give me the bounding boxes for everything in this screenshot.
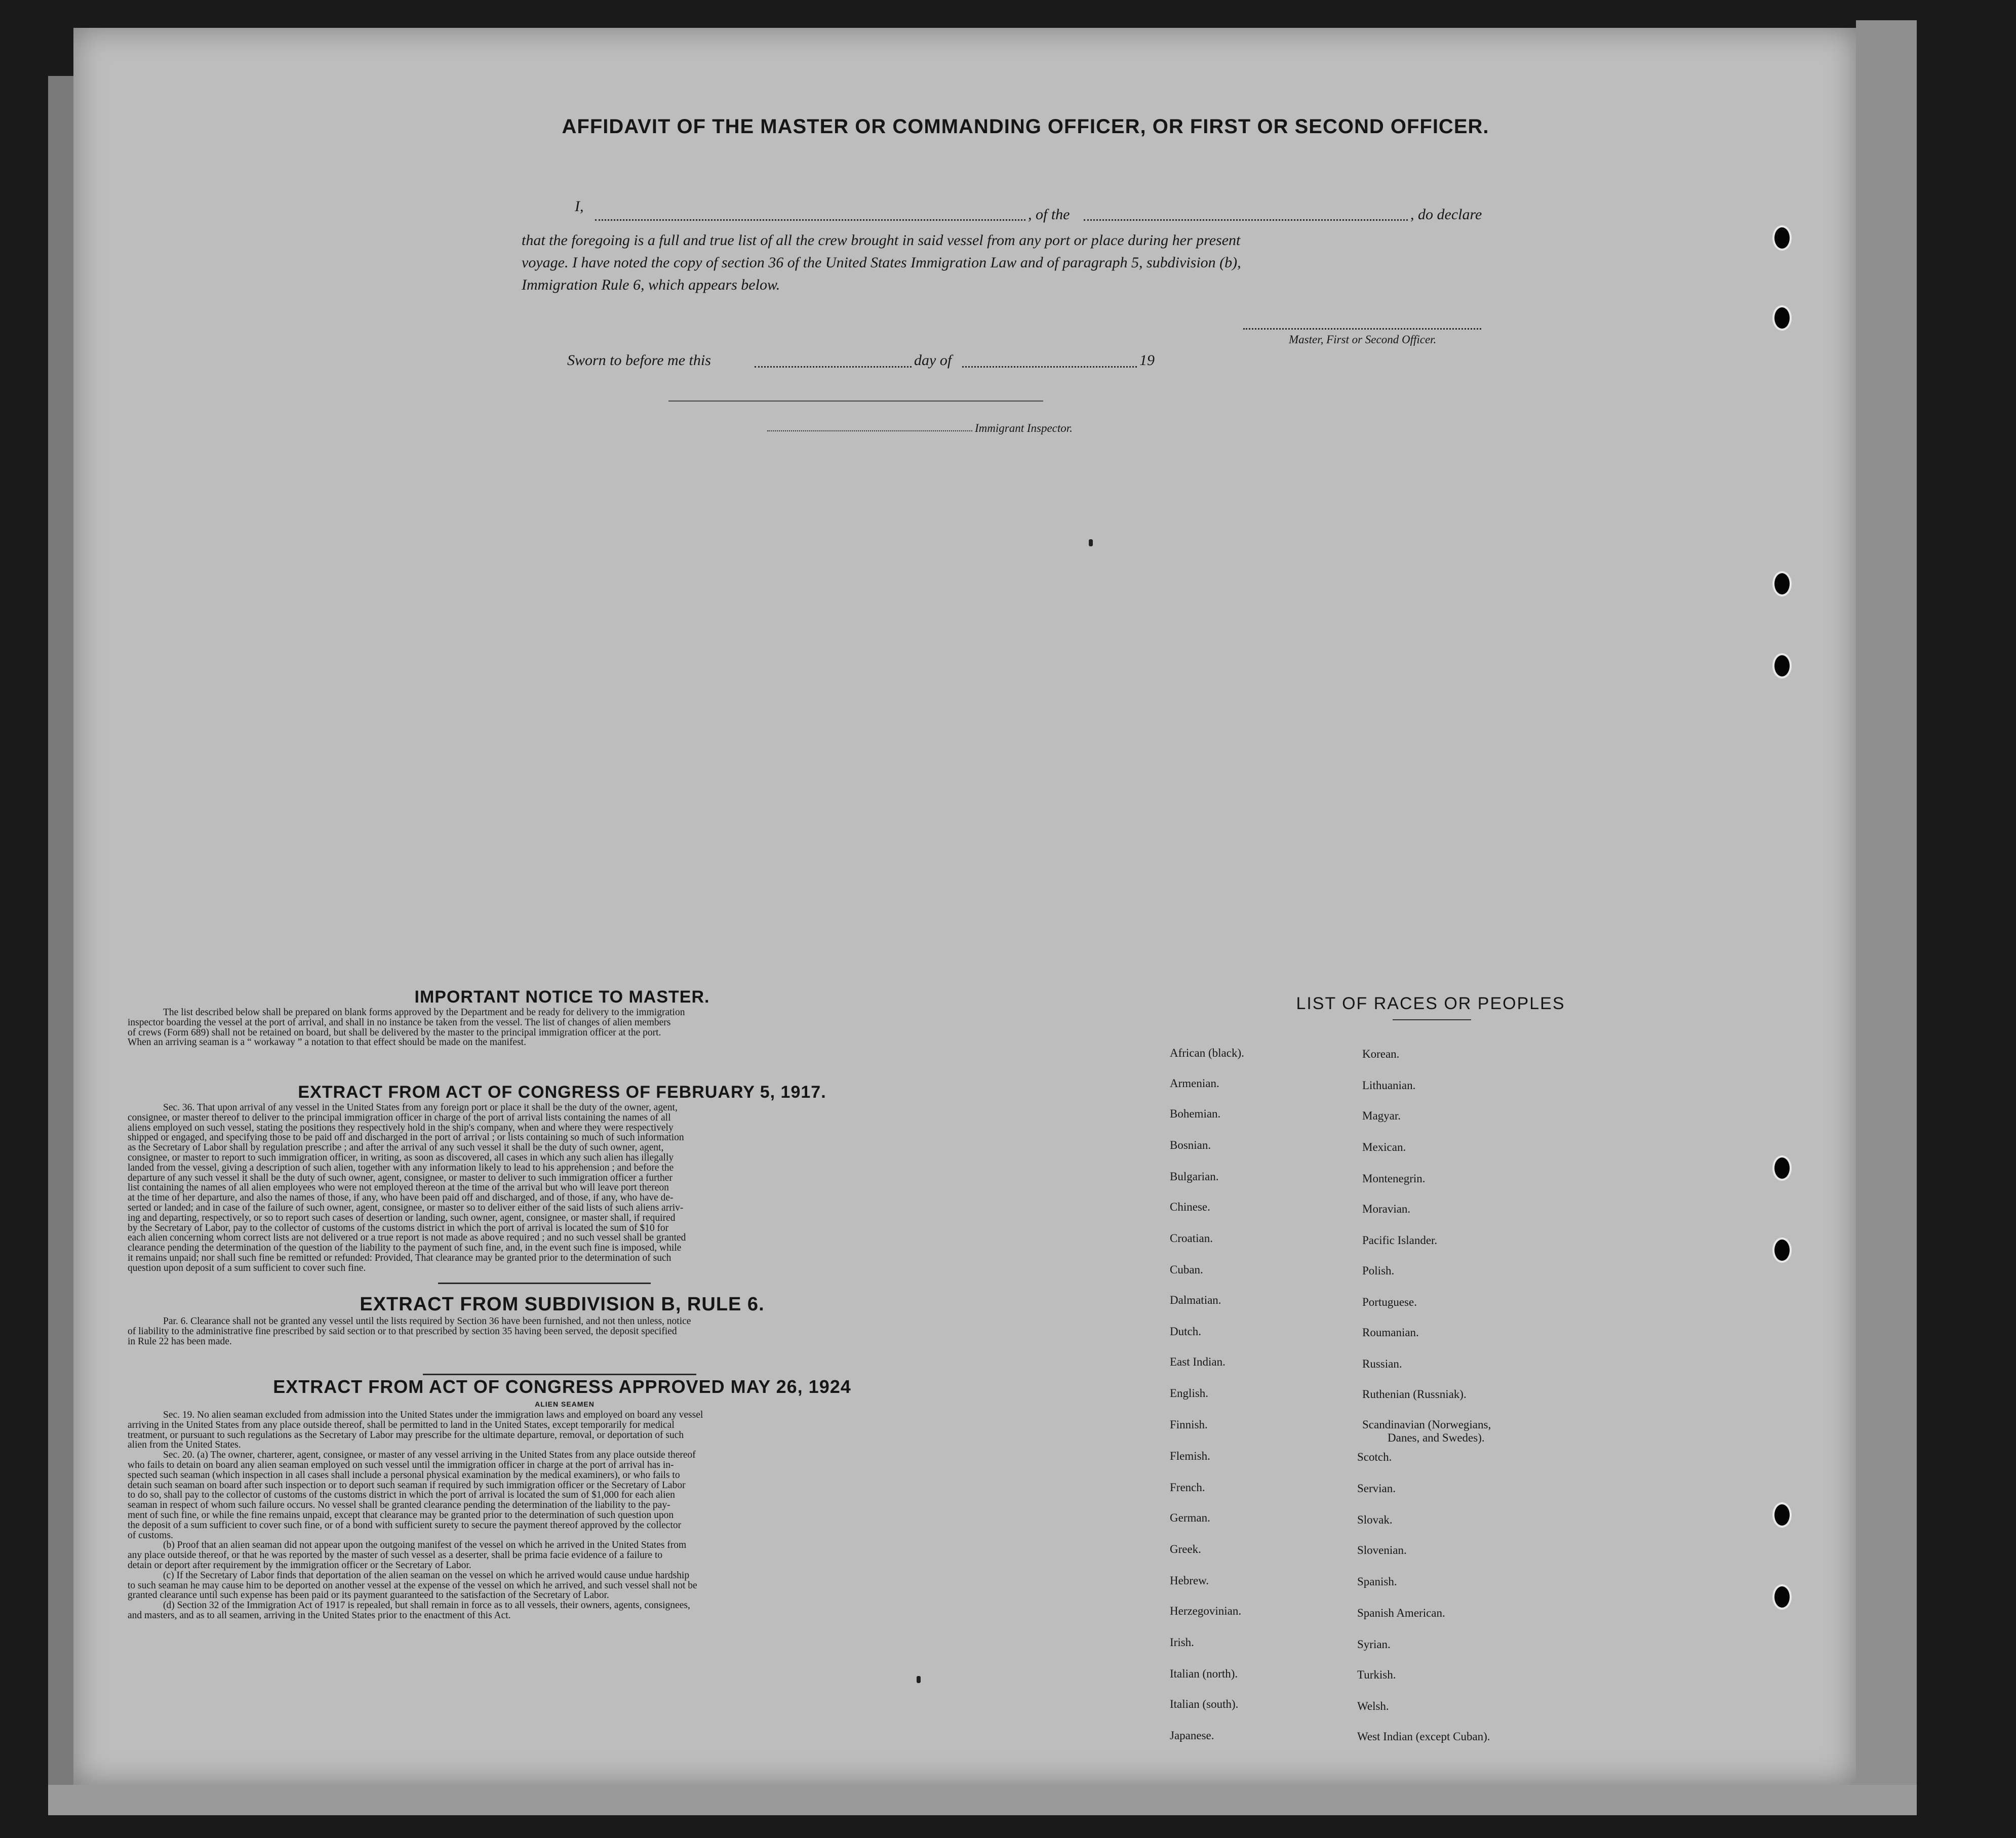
underlying-page-edge: [1856, 20, 1917, 1792]
binder-hole: [1772, 653, 1792, 678]
race-item: Korean.: [1362, 1048, 1400, 1060]
text-line: When an arriving seaman is a “ workaway ” a notation to that effect should be made on the manifest.: [128, 1037, 526, 1048]
text-line: ment of such fine, or while the fine remains unpaid, except that clearance may be granted prior to the determination of such question upon: [128, 1509, 674, 1521]
text-line: by the Secretary of Labor, pay to the collector of customs of the customs district in which the port of arrival is located the sum of $10 for: [128, 1222, 669, 1233]
races-title: LIST OF RACES OR PEOPLES: [1296, 994, 1565, 1013]
binder-hole: [1772, 571, 1792, 596]
text-line: serted or landed; and in case of the failure of such owner, agent, consignee, or master so to deliver either of the said lists of such aliens arriv-: [128, 1202, 684, 1213]
text-line: the deposit of a sum sufficient to cover such fine, or of a bond with sufficient surety to secure the payment thereof approved by the collector: [128, 1520, 682, 1531]
race-item: Greek.: [1170, 1543, 1201, 1555]
race-item: Dalmatian.: [1170, 1294, 1221, 1306]
race-item: Welsh.: [1357, 1700, 1389, 1712]
race-item: Syrian.: [1357, 1638, 1391, 1651]
binder-hole: [1772, 1584, 1792, 1610]
notice-text: [128, 1008, 963, 1048]
declaration-line: that the foregoing is a full and true list of all the crew brought in said vessel from any port or place during her present: [522, 232, 1241, 249]
affidavit-declaration: [522, 229, 1519, 296]
fold-mark: [1089, 539, 1093, 546]
year-prefix: 19: [1139, 352, 1155, 369]
binder-hole: [1772, 305, 1792, 331]
text-line: (d) Section 32 of the Immigration Act of 1917 is repealed, but shall remain in force as to all vessels, their owners, agents, consignees,: [163, 1600, 690, 1611]
subdivision-text: [128, 1316, 963, 1346]
manifest-back-page: [73, 28, 1856, 1785]
race-item: Lithuanian.: [1362, 1079, 1416, 1092]
text-line: list containing the names of all alien employees who were not employed thereon at the time of the arrival but who will leave port thereon: [128, 1182, 669, 1193]
race-item: Armenian.: [1170, 1077, 1219, 1090]
race-item: Bohemian.: [1170, 1107, 1221, 1120]
race-item: Irish.: [1170, 1636, 1194, 1649]
master-name-line: [595, 219, 1025, 221]
affidavit-i-label: I,: [575, 198, 584, 215]
text-line: arriving in the United States from any place outside thereof, shall be permitted to land in the United States, except temporarily for medical: [128, 1419, 675, 1430]
text-line: at the time of her departure, and also the names of those, if any, who have been paid off and discharged, and of those, if any, who have de-: [128, 1192, 674, 1204]
inspector-dotted-line: [767, 430, 972, 431]
text-line: each alien concerning whom correct lists are not delivered or a true report is not made as above required ; and no such vessel shall be granted: [128, 1232, 686, 1244]
sworn-day-line: [755, 366, 912, 368]
race-item: Polish.: [1362, 1264, 1395, 1277]
race-item: Japanese.: [1170, 1729, 1214, 1742]
text-line: inspector boarding the vessel at the port of arrival, and shall in no instance be taken from the vessel. The list of changes of alien members: [128, 1017, 671, 1028]
race-item: Flemish.: [1170, 1450, 1210, 1462]
section-divider: [423, 1374, 696, 1375]
alien-seamen-subtitle: ALIEN SEAMEN: [535, 1400, 595, 1408]
race-item: Slovenian.: [1357, 1544, 1407, 1556]
inspector-signature-rule: [668, 401, 1043, 402]
binder-hole: [1772, 1155, 1792, 1181]
race-item: Ruthenian (Russniak).: [1362, 1388, 1467, 1401]
sworn-month-line: [962, 366, 1137, 368]
vessel-name-line: [1084, 219, 1408, 221]
text-line: shipped or engaged, and specifying those to be paid off and discharged in the port of arrival ; or lists containing so much of such information: [128, 1132, 684, 1143]
extract-1917-title: EXTRACT FROM ACT OF CONGRESS OF FEBRUARY 5, 1917.: [298, 1083, 826, 1102]
race-item: English.: [1170, 1387, 1209, 1400]
text-line: and masters, and as to all seamen, arriving in the United States prior to the enactment of this Act.: [128, 1610, 511, 1621]
text-line: spected such seaman (which inspection in all cases shall include a personal physical examination by the medical examiners), or who fails to: [128, 1469, 680, 1481]
text-line: ing and departing, respectively, or so to report such cases of desertion or landing, such owner, agent, consignee, or master shall, if required: [128, 1212, 676, 1223]
race-item: Russian.: [1362, 1357, 1402, 1370]
race-item: Scandinavian (Norwegians,: [1362, 1418, 1491, 1431]
text-line: treatment, or pursuant to such regulations as the Secretary of Labor may prescribe for the ultimate departure, removal, or deportation of such: [128, 1429, 684, 1441]
text-line: (b) Proof that an alien seaman did not appear upon the outgoing manifest of the vessel on which he arrived in the United States from: [163, 1540, 687, 1551]
race-item: Scotch.: [1357, 1451, 1392, 1463]
binder-hole: [1772, 1502, 1792, 1528]
race-item: West Indian (except Cuban).: [1357, 1730, 1490, 1743]
affidavit-do-declare: , do declare: [1410, 206, 1482, 223]
text-line: detain or deport after requirement by the immigration officer or the Secretary of Labor.: [128, 1560, 471, 1571]
declaration-line: Immigration Rule 6, which appears below.: [522, 276, 780, 293]
text-line: alien from the United States.: [128, 1440, 241, 1451]
race-item: Danes, and Swedes).: [1388, 1431, 1485, 1444]
text-line: The list described below shall be prepared on blank forms approved by the Department and be ready for delivery to the immigration: [163, 1007, 685, 1018]
race-item: Italian (south).: [1170, 1698, 1239, 1710]
text-line: clearance pending the determination of the question of the liability to the payment of such fine, and, in the event such fine is imposed, while: [128, 1243, 682, 1254]
text-line: of customs.: [128, 1530, 173, 1541]
race-item: Slovak.: [1357, 1513, 1393, 1526]
race-item: Spanish.: [1357, 1575, 1397, 1588]
text-line: Sec. 20. (a) The owner, charterer, agent, consignee, or master of any vessel arriving in the United States from any place outside thereof: [163, 1450, 696, 1461]
race-item: East Indian.: [1170, 1355, 1226, 1368]
race-item: Montenegrin.: [1362, 1172, 1426, 1185]
races-title-rule: [1393, 1019, 1471, 1020]
text-line: (c) If the Secretary of Labor finds that deportation of the alien seaman on the vessel on which he arrived would cause undue hardship: [163, 1570, 690, 1581]
race-item: Italian (north).: [1170, 1667, 1238, 1680]
text-line: consignee, or master to report to such immigration officer, in writing, as soon as discovered, all cases in which any such alien has illegally: [128, 1152, 674, 1163]
text-line: aliens employed on such vessel, stating the positions they respectively hold in the ship's company, when and where they were respectively: [128, 1122, 674, 1133]
race-item: Spanish American.: [1357, 1607, 1445, 1619]
text-line: detain such seaman on board after such inspection or to deport such seaman if required by such immigration officer or the Secretary of Labor: [128, 1480, 686, 1491]
text-line: of crews (Form 689) shall not be retained on board, but shall be delivered by the master to the principal immigration officer at the port.: [128, 1027, 661, 1038]
notice-title: IMPORTANT NOTICE TO MASTER.: [414, 987, 710, 1007]
section-divider: [438, 1283, 651, 1284]
bottom-page-edge: [48, 1785, 1917, 1815]
affidavit-title: AFFIDAVIT OF THE MASTER OR COMMANDING OFFICER, OR FIRST OR SECOND OFFICER.: [562, 115, 1489, 138]
text-line: to such seaman he may cause him to be deported on another vessel at the expense of the vessel on which he arrived, and such vessel shall not be: [128, 1580, 697, 1591]
text-line: Par. 6. Clearance shall not be granted any vessel until the lists required by Section 36 have been furnished, and not then unless, notice: [163, 1316, 691, 1327]
race-item: Chinese.: [1170, 1201, 1210, 1213]
text-line: Sec. 36. That upon arrival of any vessel in the United States from any foreign port or place it shall be the duty of the owner, agent,: [163, 1102, 678, 1113]
text-line: departure of any such vessel it shall be the duty of such owner, agent, consignee, or master to deliver to such immigration officer a further: [128, 1172, 673, 1183]
master-signature-label: Master, First or Second Officer.: [1289, 333, 1437, 346]
extract-1924-text: [128, 1410, 963, 1621]
text-line: consignee, or master thereof to deliver to the principal immigration officer in charge of the port of arrival lists containing the names of all: [128, 1112, 671, 1123]
extract-1924-title: EXTRACT FROM ACT OF CONGRESS APPROVED MAY 26, 1924: [273, 1376, 851, 1397]
text-line: landed from the vessel, giving a description of such alien, together with any information likely to lead to his apprehension ; and before the: [128, 1162, 674, 1173]
sworn-label: Sworn to before me this: [567, 352, 711, 369]
race-item: German.: [1170, 1511, 1210, 1524]
fold-mark: [917, 1676, 921, 1683]
declaration-line: voyage. I have noted the copy of section 36 of the United States Immigration Law and of paragraph 5, subdivision (b),: [522, 254, 1241, 271]
race-item: Dutch.: [1170, 1325, 1201, 1338]
binder-hole: [1772, 1237, 1792, 1263]
race-item: Servian.: [1357, 1482, 1396, 1495]
race-item: Herzegovinian.: [1170, 1605, 1242, 1617]
subdivision-title: EXTRACT FROM SUBDIVISION B, RULE 6.: [360, 1294, 765, 1315]
text-line: seaman in respect of whom such failure occurs. No vessel shall be granted clearance pending the determination of the liability to the pay-: [128, 1500, 670, 1511]
text-line: granted clearance until such expense has been paid or its payment guaranteed to the satisfaction of the Secretary of Labor.: [128, 1590, 609, 1601]
inspector-label: Immigrant Inspector.: [975, 422, 1073, 434]
text-line: any place outside thereof, or that he was reported by the master of such vessel as a deserter, shall be prima facie evidence of a failure to: [128, 1550, 663, 1561]
affidavit-of-the: , of the: [1028, 206, 1070, 223]
text-line: as the Secretary of Labor shall by regulation prescribe ; and after the arrival of any such vessel it shall be the duty of such owner, agent,: [128, 1142, 664, 1153]
race-item: Croatian.: [1170, 1232, 1213, 1245]
master-signature-line: [1243, 328, 1481, 330]
extract-1917-text: [128, 1103, 963, 1273]
race-item: Finnish.: [1170, 1418, 1208, 1431]
race-item: Magyar.: [1362, 1109, 1401, 1122]
text-line: in Rule 22 has been made.: [128, 1336, 232, 1347]
race-item: Turkish.: [1357, 1668, 1396, 1681]
text-line: Sec. 19. No alien seaman excluded from admission into the United States under the immigration laws and employed on board any vessel: [163, 1410, 703, 1420]
race-item: Pacific Islander.: [1362, 1234, 1438, 1247]
race-item: Bosnian.: [1170, 1139, 1211, 1151]
race-item: Cuban.: [1170, 1263, 1203, 1276]
text-line: of liability to the administrative fine prescribed by said section or to that prescribed by section 35 having been served, the deposit specified: [128, 1326, 677, 1337]
text-line: who fails to detain on board any alien seaman employed on such vessel until the immigration officer in charge at the port of arrival has in-: [128, 1459, 674, 1470]
race-item: Moravian.: [1362, 1203, 1411, 1215]
binder-hole: [1772, 225, 1792, 251]
text-line: question upon deposit of a sum sufficient to cover such fine.: [128, 1262, 366, 1273]
race-item: Roumanian.: [1362, 1326, 1419, 1339]
race-item: African (black).: [1170, 1047, 1244, 1059]
text-line: it remains unpaid; nor shall such fine be remitted or refunded: Provided, That clearance may be granted prior to the determination of such: [128, 1252, 671, 1263]
race-item: Mexican.: [1362, 1141, 1406, 1153]
race-item: French.: [1170, 1481, 1205, 1494]
race-item: Bulgarian.: [1170, 1170, 1219, 1183]
left-page-edge: [48, 76, 73, 1808]
text-line: to do so, shall pay to the collector of customs of the customs district in which the port of arrival is located the sum of $1,000 for each alien: [128, 1490, 675, 1501]
race-item: Hebrew.: [1170, 1574, 1209, 1587]
race-item: Portuguese.: [1362, 1296, 1417, 1308]
day-of-label: day of: [914, 352, 952, 369]
